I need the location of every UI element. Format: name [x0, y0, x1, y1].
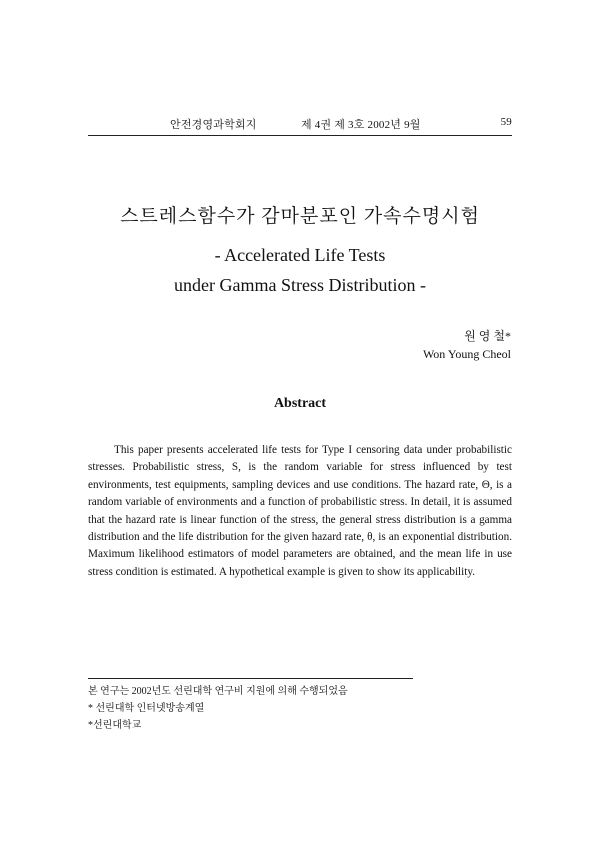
journal-name: 안전경영과학회지 — [170, 119, 257, 131]
footnotes — [88, 683, 512, 734]
author-english-name: Won Young Cheol — [422, 347, 511, 361]
page-number: 59 — [500, 116, 512, 128]
english-title-line-1: - Accelerated Life Tests — [214, 245, 386, 265]
footnote-funding: 본 연구는 2002년도 선린대학 연구비 지원에 의해 수행되었음 — [88, 686, 348, 697]
footnote-institution: *선린대학교 — [88, 720, 142, 731]
korean-title: 스트레스함수가 감마분포인 가속수명시험 — [120, 206, 480, 227]
author-korean-name: 원 영 철* — [464, 329, 511, 343]
english-title — [0, 240, 600, 300]
header-divider — [88, 135, 512, 136]
volume-info: 제 4권 제 3호 2002년 9월 — [301, 119, 421, 131]
author-block — [423, 327, 511, 363]
abstract-body: This paper presents accelerated life tests for Type I censoring data under probabilistic stresses. Probabilistic stress, S, is the random variable for stress influenced by test environments, test equipments, sampling devices and use conditions. The hazard rate, Θ, is a random variable of environments and a function of probabilistic stress. In detail, it is assumed that the hazard rate is linear function of the stress, the general stress distribution is a gamma distribution and the life distribution for the given hazard rate, θ, is an exponential distribution. Maximum likelihood estimators of model parameters are obtained, and the mean life in use stress condition is estimated. A hypothetical example is given to show its applicability. — [88, 444, 512, 578]
footnote-affiliation: * 선린대학 인터넷방송계열 — [88, 703, 205, 714]
english-title-line-2: under Gamma Stress Distribution - — [174, 275, 426, 295]
abstract-heading: Abstract — [273, 396, 327, 411]
footnote-divider — [88, 678, 413, 679]
